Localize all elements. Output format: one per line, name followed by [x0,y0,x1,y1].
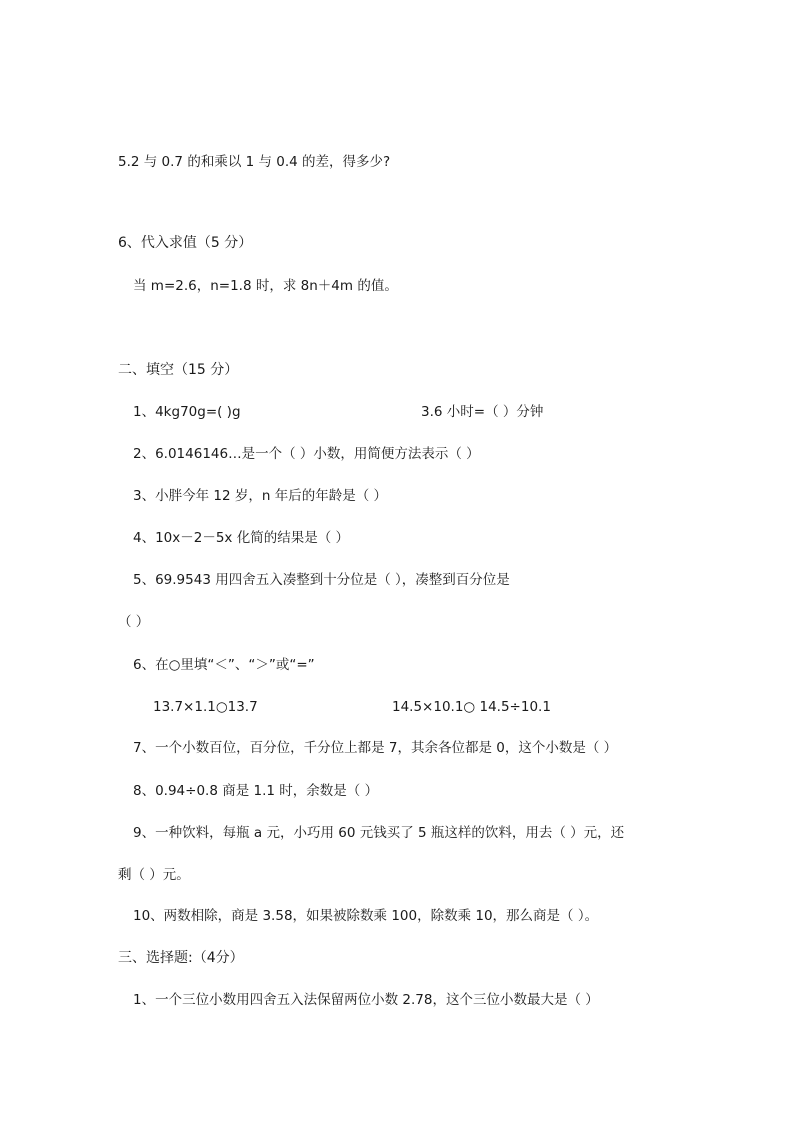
section-2-title: 二、填空（15 分） [118,362,239,378]
fill-item-1a: 1、4kg70g=( )g [133,404,241,420]
question-6-text: 当 m=2.6，n=1.8 时，求 8n＋4m 的值。 [133,278,398,294]
fill-item-6-left: 13.7×1.1○13.7 [153,699,258,715]
fill-item-2: 2、6.0146146…是一个（ ）小数，用简便方法表示（ ） [133,446,480,462]
fill-item-10: 10、两数相除，商是 3.58，如果被除数乘 100，除数乘 10，那么商是（ ）。 [133,908,599,924]
choice-item-1: 1、一个三位小数用四舍五入法保留两位小数 2.78，这个三位小数最大是（ ） [133,992,599,1008]
fill-item-5a: 5、69.9543 用四舍五入凑整到十分位是（ ），凑整到百分位是 [133,572,510,588]
fill-item-1b: 3.6 小时=（ ）分钟 [421,404,544,420]
section-3-title: 三、选择题:（4分） [118,950,244,966]
fill-item-9b: 剩（ ）元。 [118,867,190,883]
fill-item-6-right: 14.5×10.1○ 14.5÷10.1 [392,699,551,715]
fill-item-7: 7、一个小数百位，百分位，千分位上都是 7，其余各位都是 0，这个小数是（ ） [133,740,618,756]
fill-item-8: 8、0.94÷0.8 商是 1.1 时，余数是（ ） [133,783,379,799]
fill-item-3: 3、小胖今年 12 岁，n 年后的年龄是（ ） [133,488,387,504]
question-6-title: 6、代入求值（5 分） [118,235,253,251]
fill-item-9a: 9、一种饮料，每瓶 a 元，小巧用 60 元钱买了 5 瓶这样的饮料，用去（ ）元，还 [133,825,625,841]
fill-item-6: 6、在○里填“＜”、“＞”或“=” [133,657,315,673]
question-5-text: 5.2 与 0.7 的和乘以 1 与 0.4 的差，得多少? [118,154,391,170]
fill-item-4: 4、10x－2－5x 化简的结果是（ ） [133,530,350,546]
fill-item-5b: （ ） [118,614,150,630]
